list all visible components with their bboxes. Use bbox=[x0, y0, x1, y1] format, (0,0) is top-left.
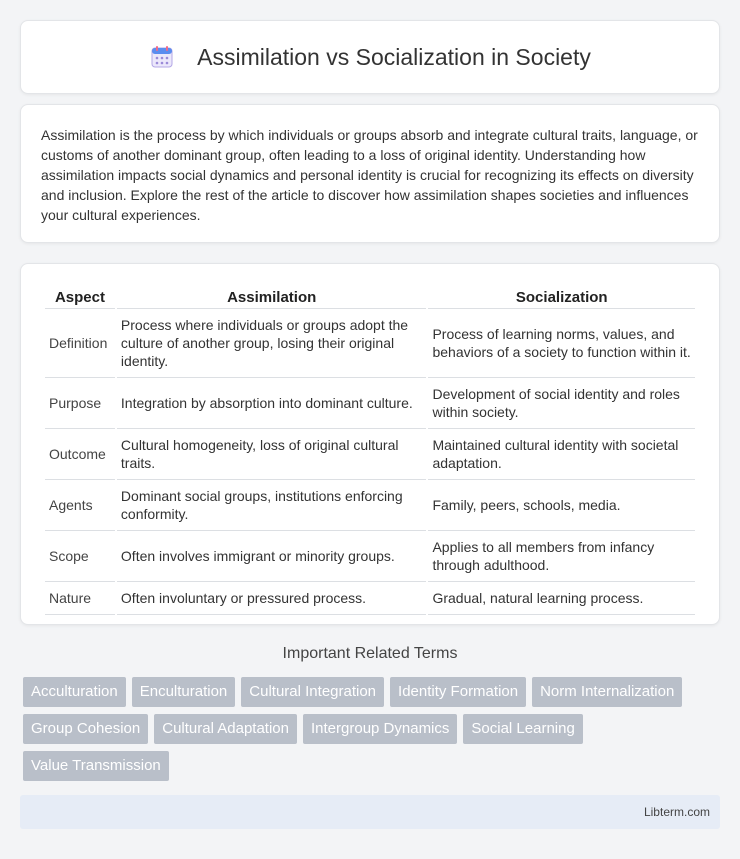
socialization-cell: Family, peers, schools, media. bbox=[428, 480, 695, 531]
header-socialization: Socialization bbox=[428, 286, 695, 309]
related-term-tag[interactable]: Cultural Adaptation bbox=[154, 714, 297, 744]
aspect-cell: Nature bbox=[45, 582, 115, 615]
aspect-cell: Scope bbox=[45, 531, 115, 582]
related-term-tag[interactable]: Enculturation bbox=[132, 677, 236, 707]
table-row bbox=[45, 531, 695, 582]
assimilation-cell: Cultural homogeneity, loss of original cultural traits. bbox=[117, 429, 427, 480]
related-term-tag[interactable]: Value Transmission bbox=[23, 751, 169, 781]
socialization-cell: Applies to all members from infancy through adulthood. bbox=[428, 531, 695, 582]
aspect-cell: Definition bbox=[45, 309, 115, 378]
comparison-table bbox=[43, 286, 697, 615]
footer bbox=[20, 795, 720, 829]
socialization-cell: Gradual, natural learning process. bbox=[428, 582, 695, 615]
intro-card bbox=[20, 104, 720, 243]
assimilation-cell: Integration by absorption into dominant culture. bbox=[117, 378, 427, 429]
related-term-tag[interactable]: Intergroup Dynamics bbox=[303, 714, 457, 744]
page-title: Assimilation vs Socialization in Society bbox=[197, 43, 591, 70]
related-term-tag[interactable]: Cultural Integration bbox=[241, 677, 384, 707]
related-term-tag[interactable]: Identity Formation bbox=[390, 677, 526, 707]
header-assimilation: Assimilation bbox=[117, 286, 427, 309]
table-row bbox=[45, 429, 695, 480]
aspect-cell: Purpose bbox=[45, 378, 115, 429]
table-row bbox=[45, 309, 695, 378]
socialization-cell: Process of learning norms, values, and behaviors of a society to function within it. bbox=[428, 309, 695, 378]
table-row bbox=[45, 582, 695, 615]
related-term-tag[interactable]: Acculturation bbox=[23, 677, 126, 707]
comparison-table-card bbox=[20, 263, 720, 625]
assimilation-cell: Process where individuals or groups adopt the culture of another group, losing their original identity. bbox=[117, 309, 427, 378]
table-row bbox=[45, 480, 695, 531]
related-terms-list bbox=[23, 677, 723, 781]
related-terms-heading: Important Related Terms bbox=[282, 645, 458, 662]
related-term-tag[interactable]: Group Cohesion bbox=[23, 714, 148, 744]
table-row bbox=[45, 378, 695, 429]
footer-site-link[interactable]: Libterm.com bbox=[643, 805, 710, 819]
aspect-cell: Agents bbox=[45, 480, 115, 531]
socialization-cell: Development of social identity and roles within society. bbox=[428, 378, 695, 429]
assimilation-cell: Often involves immigrant or minority groups. bbox=[117, 531, 427, 582]
assimilation-cell: Often involuntary or pressured process. bbox=[117, 582, 427, 615]
intro-text: Assimilation is the process by which individuals or groups absorb and integrate cultural traits, language, or customs of another dominant group, often leading to a loss of original identity. Understanding how assimilation impacts social dynamics and personal identity is crucial for recognizing its effects on diversity and inclusion. Explore the rest of the article to discover how assimilation shapes societies and influences your cultural experiences. bbox=[41, 127, 698, 223]
calendar-icon bbox=[149, 44, 175, 70]
title-card bbox=[20, 20, 720, 94]
header-aspect: Aspect bbox=[45, 286, 115, 309]
related-term-tag[interactable]: Social Learning bbox=[463, 714, 582, 744]
socialization-cell: Maintained cultural identity with societal adaptation. bbox=[428, 429, 695, 480]
assimilation-cell: Dominant social groups, institutions enforcing conformity. bbox=[117, 480, 427, 531]
related-term-tag[interactable]: Norm Internalization bbox=[532, 677, 682, 707]
aspect-cell: Outcome bbox=[45, 429, 115, 480]
